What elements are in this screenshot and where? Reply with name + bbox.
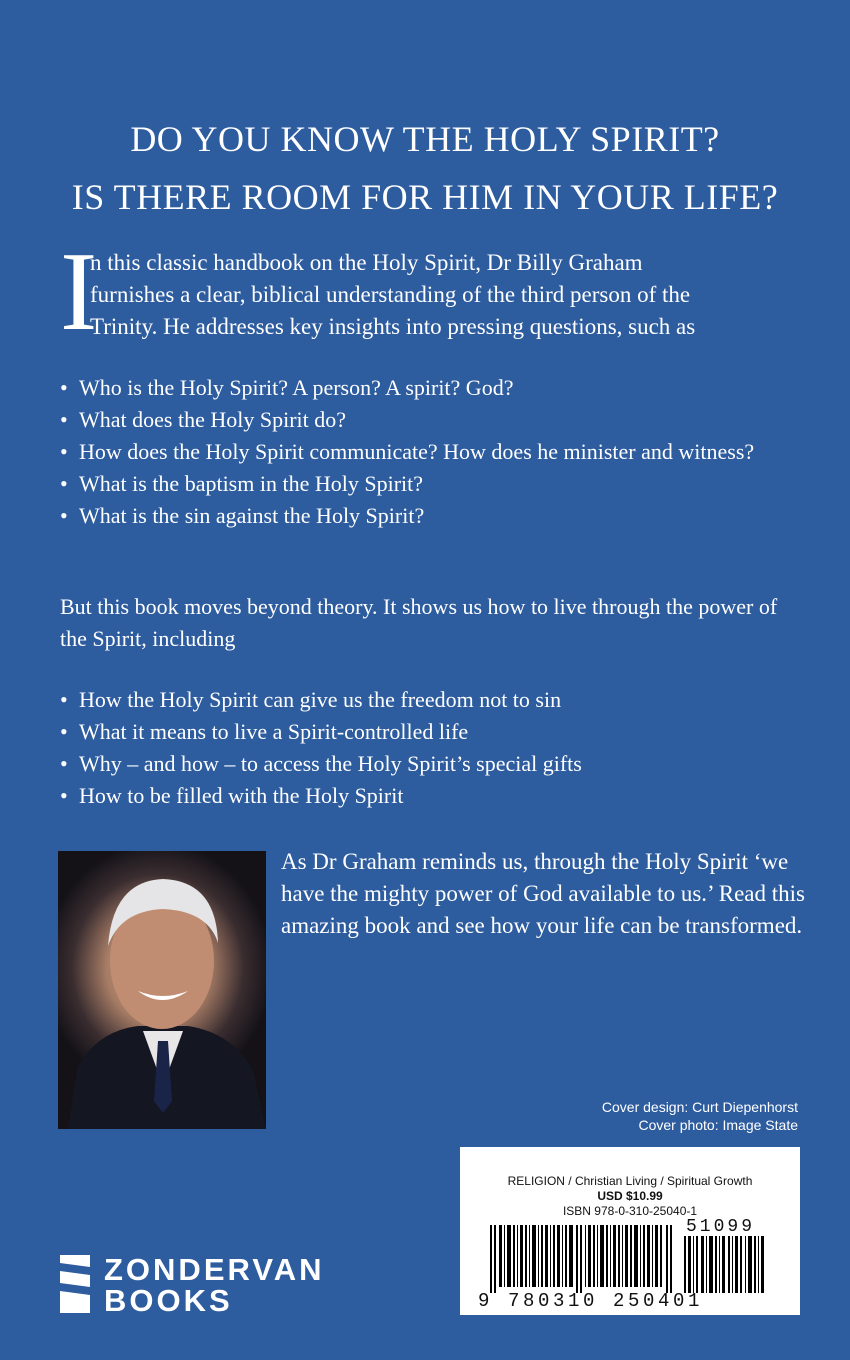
list-item: • How the Holy Spirit can give us the freedom not to sin (60, 684, 800, 716)
list-item: • What is the baptism in the Holy Spirit? (60, 468, 800, 500)
bullet-icon: • (60, 439, 68, 464)
theory-paragraph: But this book moves beyond theory. It shows us how to live through the power of the Spirit, including (60, 594, 778, 651)
isbn-label: ISBN 978-0-310-25040-1 (562, 1204, 698, 1218)
list-item: • What it means to live a Spirit-controlled life (60, 716, 800, 748)
bullet-icon: • (60, 751, 68, 776)
closing-paragraph: As Dr Graham reminds us, through the Holy Spirit ‘we have the mighty power of God available to us.’ Read this amazing book and see how your life can be transformed. (281, 849, 805, 938)
headline-line-2: IS THERE ROOM FOR HIM IN YOUR LIFE? (71, 177, 779, 217)
list-item: • How does the Holy Spirit communicate? How does he minister and witness? (60, 436, 800, 468)
cover-credits (602, 1098, 798, 1134)
drop-cap: I (60, 230, 98, 354)
price-label: USD $10.99 (597, 1189, 663, 1203)
barcode-icon (490, 1225, 680, 1293)
bullet-icon: • (60, 783, 68, 808)
questions-list (60, 372, 800, 532)
addon-digits: 51099 (686, 1217, 756, 1237)
bullet-icon: • (60, 719, 68, 744)
bullet-icon: • (60, 407, 68, 432)
publisher-logo-text (104, 1254, 324, 1316)
photo-credit: Cover photo: Image State (638, 1117, 798, 1133)
barcode-digits: 9 780310 250401 (478, 1290, 704, 1312)
list-item: • Who is the Holy Spirit? A person? A spirit? God? (60, 372, 800, 404)
bullet-icon: • (60, 687, 68, 712)
publisher-name: ZONDERVAN (104, 1252, 325, 1287)
intro-line-2: furnishes a clear, biblical understanding of the third person of the (90, 282, 691, 307)
intro-line-1: n this classic handbook on the Holy Spirit, Dr Billy Graham (90, 250, 643, 275)
list-item: • What does the Holy Spirit do? (60, 404, 800, 436)
design-credit: Cover design: Curt Diepenhorst (601, 1099, 798, 1115)
addon-barcode-icon (684, 1236, 766, 1293)
zondervan-logo-icon (58, 1253, 92, 1315)
list-item: • Why – and how – to access the Holy Spirit’s special gifts (60, 748, 800, 780)
practical-list (60, 684, 800, 812)
bullet-icon: • (60, 375, 68, 400)
category-label: RELIGION / Christian Living / Spiritual Growth (507, 1174, 753, 1188)
intro-line-3: Trinity. He addresses key insights into pressing questions, such as (90, 314, 696, 339)
bullet-icon: • (60, 471, 68, 496)
bullet-icon: • (60, 503, 68, 528)
headline-line-1: DO YOU KNOW THE HOLY SPIRIT? (130, 119, 720, 159)
publisher-imprint: BOOKS (104, 1283, 233, 1318)
author-photo (58, 851, 266, 1129)
list-item: • What is the sin against the Holy Spirit? (60, 500, 800, 532)
list-item: • How to be filled with the Holy Spirit (60, 780, 800, 812)
barcode-panel (460, 1147, 800, 1315)
